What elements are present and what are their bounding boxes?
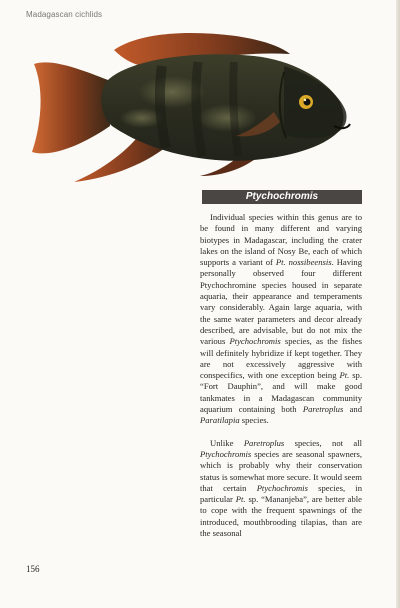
italic-term: Ptychochromis [229, 336, 281, 347]
text-run: species, in particular [200, 482, 362, 505]
text-run: and [343, 404, 362, 415]
fish-photo [22, 22, 364, 192]
page-number: 156 [26, 564, 40, 574]
italic-term: Pt. nossibeensis [275, 257, 332, 268]
text-run: species, as the fishes will definitely hybridize if kept together. They are not excessively aggressive with conspecifics, with one exception being [200, 336, 363, 381]
italic-term: Paretroplus [243, 437, 285, 448]
body-column [200, 212, 362, 539]
italic-term: Pt. [339, 370, 350, 381]
body-paragraph-1 [200, 212, 362, 427]
text-run: species. [239, 415, 269, 426]
italic-term: Pt. [235, 494, 246, 505]
text-run: species, not all [284, 437, 363, 448]
text-run: . Having personally observed four different Ptychochromine species housed in separate aquaria, their appearance and temperaments vary considerably. Again large aquaria, with the same water parameters and decor already described, are advisable, but do not mix the various [200, 257, 362, 347]
body-paragraph-2 [200, 438, 362, 540]
page-gutter-edge [396, 0, 400, 608]
section-title-bar: Ptychochromis [202, 190, 362, 204]
running-head: Madagascan cichlids [26, 10, 103, 19]
text-run: sp. “Fort Dauphin”, and will make good tankmates in a Madagascan community aquarium containing both [200, 370, 362, 415]
italic-term: Paretroplus [302, 404, 344, 415]
italic-term: Paratilapia [200, 415, 240, 426]
text-run: Individual species within this genus are to be found in many different and varying biotypes in Madagascar, including the crater lakes on the island of Nosy Be, each of which supports a variant of [200, 212, 362, 268]
text-run: sp. “Mananjeba”, are better able to cope with the frequent spawnings of the introduced, mouthbrooding tilapias, than are the seasonal [200, 494, 363, 539]
text-run: species are seasonal spawners, which is probably why their conservation status is somewhat more secure. It would seem that certain [200, 448, 362, 493]
italic-term: Ptychochromis [200, 448, 252, 459]
italic-term: Ptychochromis [256, 482, 308, 493]
text-run: Unlike [210, 437, 244, 448]
